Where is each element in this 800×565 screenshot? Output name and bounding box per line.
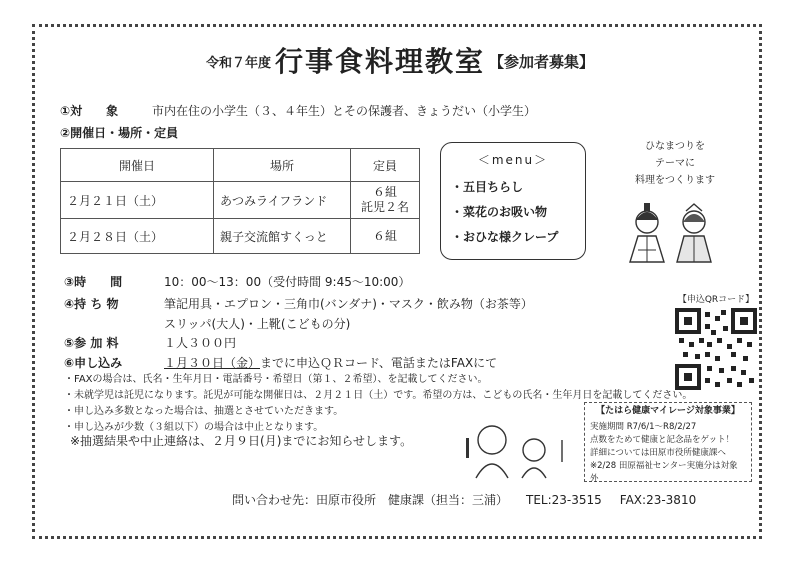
family-cooking-illustration (462, 420, 577, 482)
schedule-label: ②開催日・場所・定員 (60, 126, 179, 140)
note-item: ・FAXの場合は、氏名・生年月日・電話番号・希望日（第１、２希望）、を記載してください。 (64, 374, 488, 385)
health-mileage-box (584, 402, 752, 482)
health-line: 詳細については田原市役所健康課へ (590, 448, 726, 458)
health-line: 点数をためて健康と記念品をゲット！ (590, 435, 735, 445)
theme-bubble: ひなまつりを テーマに 料理をつくります (635, 141, 715, 186)
row-place: 親子交流館すくっと (214, 219, 351, 254)
row-capacity: ６組 託児２名 (351, 182, 420, 219)
menu-box (440, 142, 586, 260)
menu-item: ・五目ちらし (451, 180, 524, 194)
title-tag: 【参加者募集】 (489, 53, 595, 71)
title-main: 行事食料理教室 (274, 45, 485, 78)
qr-section (672, 292, 760, 394)
items-row-2: スリッパ(大人)・上靴(こどもの分) (164, 317, 351, 331)
health-title: 【たはら健康マイレージ対象事業】 (596, 406, 740, 416)
announce-text: ※抽選結果や中止連絡は、２月９日(月)までにお知らせします。 (70, 434, 413, 448)
items-row: ④持 ち 物 筆記用具・エプロン・三角巾(バンダナ)・マスク・飲み物（お茶等） (64, 297, 533, 311)
schedule-table (60, 148, 420, 254)
note-item: ・未就学児は託児になります。託児が可能な開催日は、２月２１日（土）です。希望の方は、こどもの氏名・生年月日を記載してください。 (64, 390, 693, 401)
note-item: ・申し込み多数となった場合は、抽選とさせていただきます。 (64, 406, 344, 417)
health-line: ※2/28 田原福祉センター実施分は対象外 (590, 461, 738, 484)
page-title (0, 40, 800, 80)
qr-label: 【申込QRコード】 (677, 295, 755, 305)
col-capacity: 定員 (351, 149, 420, 182)
title-prefix: 令和７年度 (205, 56, 271, 71)
table-header-row (61, 149, 420, 182)
fax-number: FAX:23-3810 (619, 493, 697, 507)
health-line: 実施期間 R7/6/1～R8/2/27 (590, 422, 697, 432)
contact-text: 問い合わせ先：田原市役所 健康課（担当：三浦） (232, 493, 509, 507)
menu-heading: ＜menu＞ (477, 153, 549, 167)
qr-code[interactable] (675, 308, 757, 390)
menu-item: ・菜花のお吸い物 (451, 205, 548, 219)
target-row (60, 102, 536, 119)
table-row (61, 219, 420, 254)
target-label: ①対 象 (60, 104, 119, 118)
time-row: ③時 間 10：00～13：00（受付時間 9:45～10:00） (64, 275, 411, 289)
col-date: 開催日 (61, 149, 214, 182)
tel-number: TEL:23-3515 (526, 493, 602, 507)
fee-row: ⑤参 加 料 １人３００円 (64, 336, 237, 350)
table-row (61, 182, 420, 219)
col-place: 場所 (214, 149, 351, 182)
footer-contact (232, 491, 714, 508)
note-item: ・申し込みが少数（３組以下）の場合は中止となります。 (64, 422, 324, 433)
row-date: ２月２８日（土） (61, 219, 214, 254)
hina-dolls-illustration (622, 200, 732, 270)
row-place: あつみライフランド (214, 182, 351, 219)
menu-item: ・おひな様クレープ (451, 230, 559, 244)
apply-row: ⑥申し込み １月３０日（金）までに申込ＱＲコード、電話またはFAXにて (64, 356, 498, 370)
row-date: ２月２１日（土） (61, 182, 214, 219)
row-capacity: ６組 (351, 219, 420, 254)
target-text: 市内在住の小学生（３、４年生）とその保護者、きょうだい（小学生） (152, 104, 537, 118)
